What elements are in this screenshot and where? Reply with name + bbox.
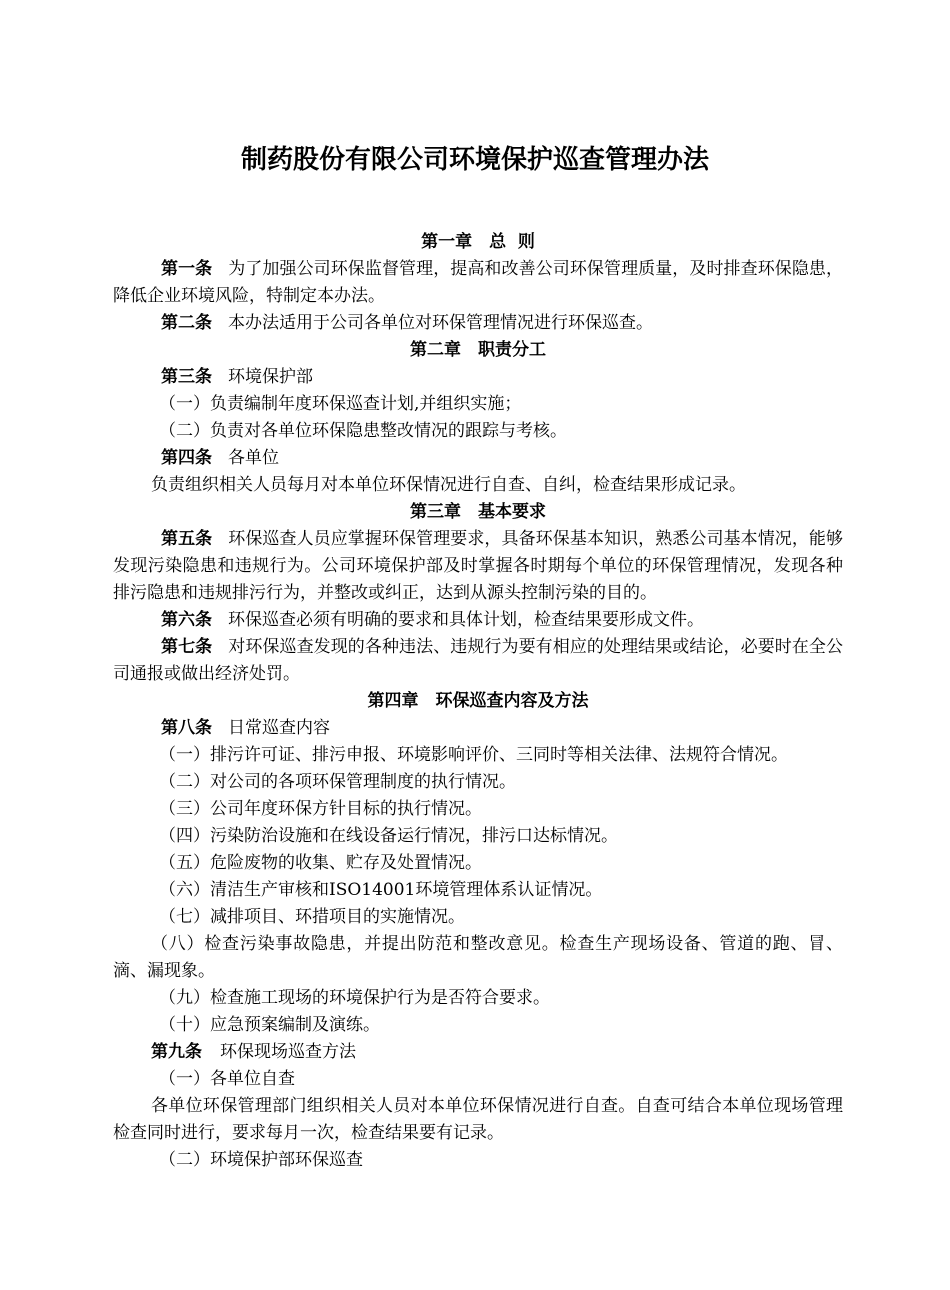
chapter-heading: 第四章 环保巡查内容及方法: [367, 691, 589, 711]
article-label: 第六条: [161, 610, 212, 630]
chapter-heading: 第三章 基本要求: [410, 502, 546, 522]
article: [113, 1039, 843, 1066]
list-item: （三）公司年度环保方针目标的执行情况。: [159, 799, 482, 819]
article: [113, 445, 843, 472]
article: [113, 607, 843, 634]
article-text: 环保现场巡查方法: [220, 1042, 356, 1062]
list-item: （八）检查污染事故隐患，并提出防范和整改意见。检查生产现场设备、管道的跑、冒、滴、漏现象。: [113, 934, 843, 981]
list-item: （四）污染防治设施和在线设备运行情况，排污口达标情况。: [159, 826, 618, 846]
chapter-heading: 第二章 职责分工: [410, 340, 546, 360]
list-item: （十）应急预案编制及演练。: [159, 1015, 380, 1035]
article-label: 第九条: [151, 1042, 202, 1062]
article-label: 第三条: [161, 367, 212, 387]
list-item: （二）负责对各单位环保隐患整改情况的跟踪与考核。: [159, 421, 567, 441]
list-item: （一）排污许可证、排污申报、环境影响评价、三同时等相关法律、法规符合情况。: [159, 745, 788, 765]
paragraph: 负责组织相关人员每月对本单位环保情况进行自查、自纠，检查结果形成记录。: [151, 475, 746, 495]
list-item: （二）对公司的各项环保管理制度的执行情况。: [159, 772, 516, 792]
article-label: 第一条: [161, 259, 213, 279]
article-text: 各单位: [228, 448, 279, 468]
article-label: 第二条: [161, 313, 212, 333]
article-label: 第四条: [161, 448, 212, 468]
article-text: 对环保巡查发现的各种违法、违规行为要有相应的处理结果或结论，必要时在全公司通报或做出经济处罚。: [113, 637, 844, 684]
article: [113, 715, 843, 742]
chapter-heading: 第一章 总 则: [421, 232, 535, 252]
article-text: 环保巡查人员应掌握环保管理要求，具备环保基本知识，熟悉公司基本情况，能够发现污染隐患和违规行为。公司环境保护部及时掌握各时期每个单位的环保管理情况，发现各种排污隐患和违规排污行为，并整改或纠正，达到从源头控制污染的目的。: [113, 529, 844, 603]
article-text: 环保巡查必须有明确的要求和具体计划，检查结果要形成文件。: [228, 610, 704, 630]
article-text: 为了加强公司环保监督管理，提高和改善公司环保管理质量，及时排查环保隐患，降低企业环境风险，特制定本办法。: [113, 259, 844, 306]
document-body: [113, 229, 843, 1174]
article-label: 第五条: [161, 529, 213, 549]
article: [113, 310, 843, 337]
article-label: 第七条: [161, 637, 213, 657]
sub-heading: （一）各单位自查: [159, 1069, 295, 1089]
document-title: 制药股份有限公司环境保护巡查管理办法: [240, 145, 709, 175]
article: [113, 526, 843, 607]
article: [113, 364, 843, 391]
list-item: （五）危险废物的收集、贮存及处置情况。: [159, 853, 482, 873]
list-item: （九）检查施工现场的环境保护行为是否符合要求。: [159, 988, 550, 1008]
article-text: 日常巡查内容: [228, 718, 330, 738]
article-text: 本办法适用于公司各单位对环保管理情况进行环保巡查。: [228, 313, 653, 333]
article: [113, 634, 843, 688]
list-item: （一）负责编制年度环保巡查计划,并组织实施；: [159, 394, 522, 414]
list-item: （六）清洁生产审核和ISO14001环境管理体系认证情况。: [159, 880, 603, 900]
paragraph: 各单位环保管理部门组织相关人员对本单位环保情况进行自查。自查可结合本单位现场管理检查同时进行，要求每月一次，检查结果要有记录。: [113, 1096, 843, 1143]
article-text: 环境保护部: [228, 367, 313, 387]
article: [113, 256, 843, 310]
sub-heading: （二）环境保护部环保巡查: [159, 1150, 363, 1170]
list-item: （七）减排项目、环措项目的实施情况。: [159, 907, 465, 927]
article-label: 第八条: [161, 718, 212, 738]
